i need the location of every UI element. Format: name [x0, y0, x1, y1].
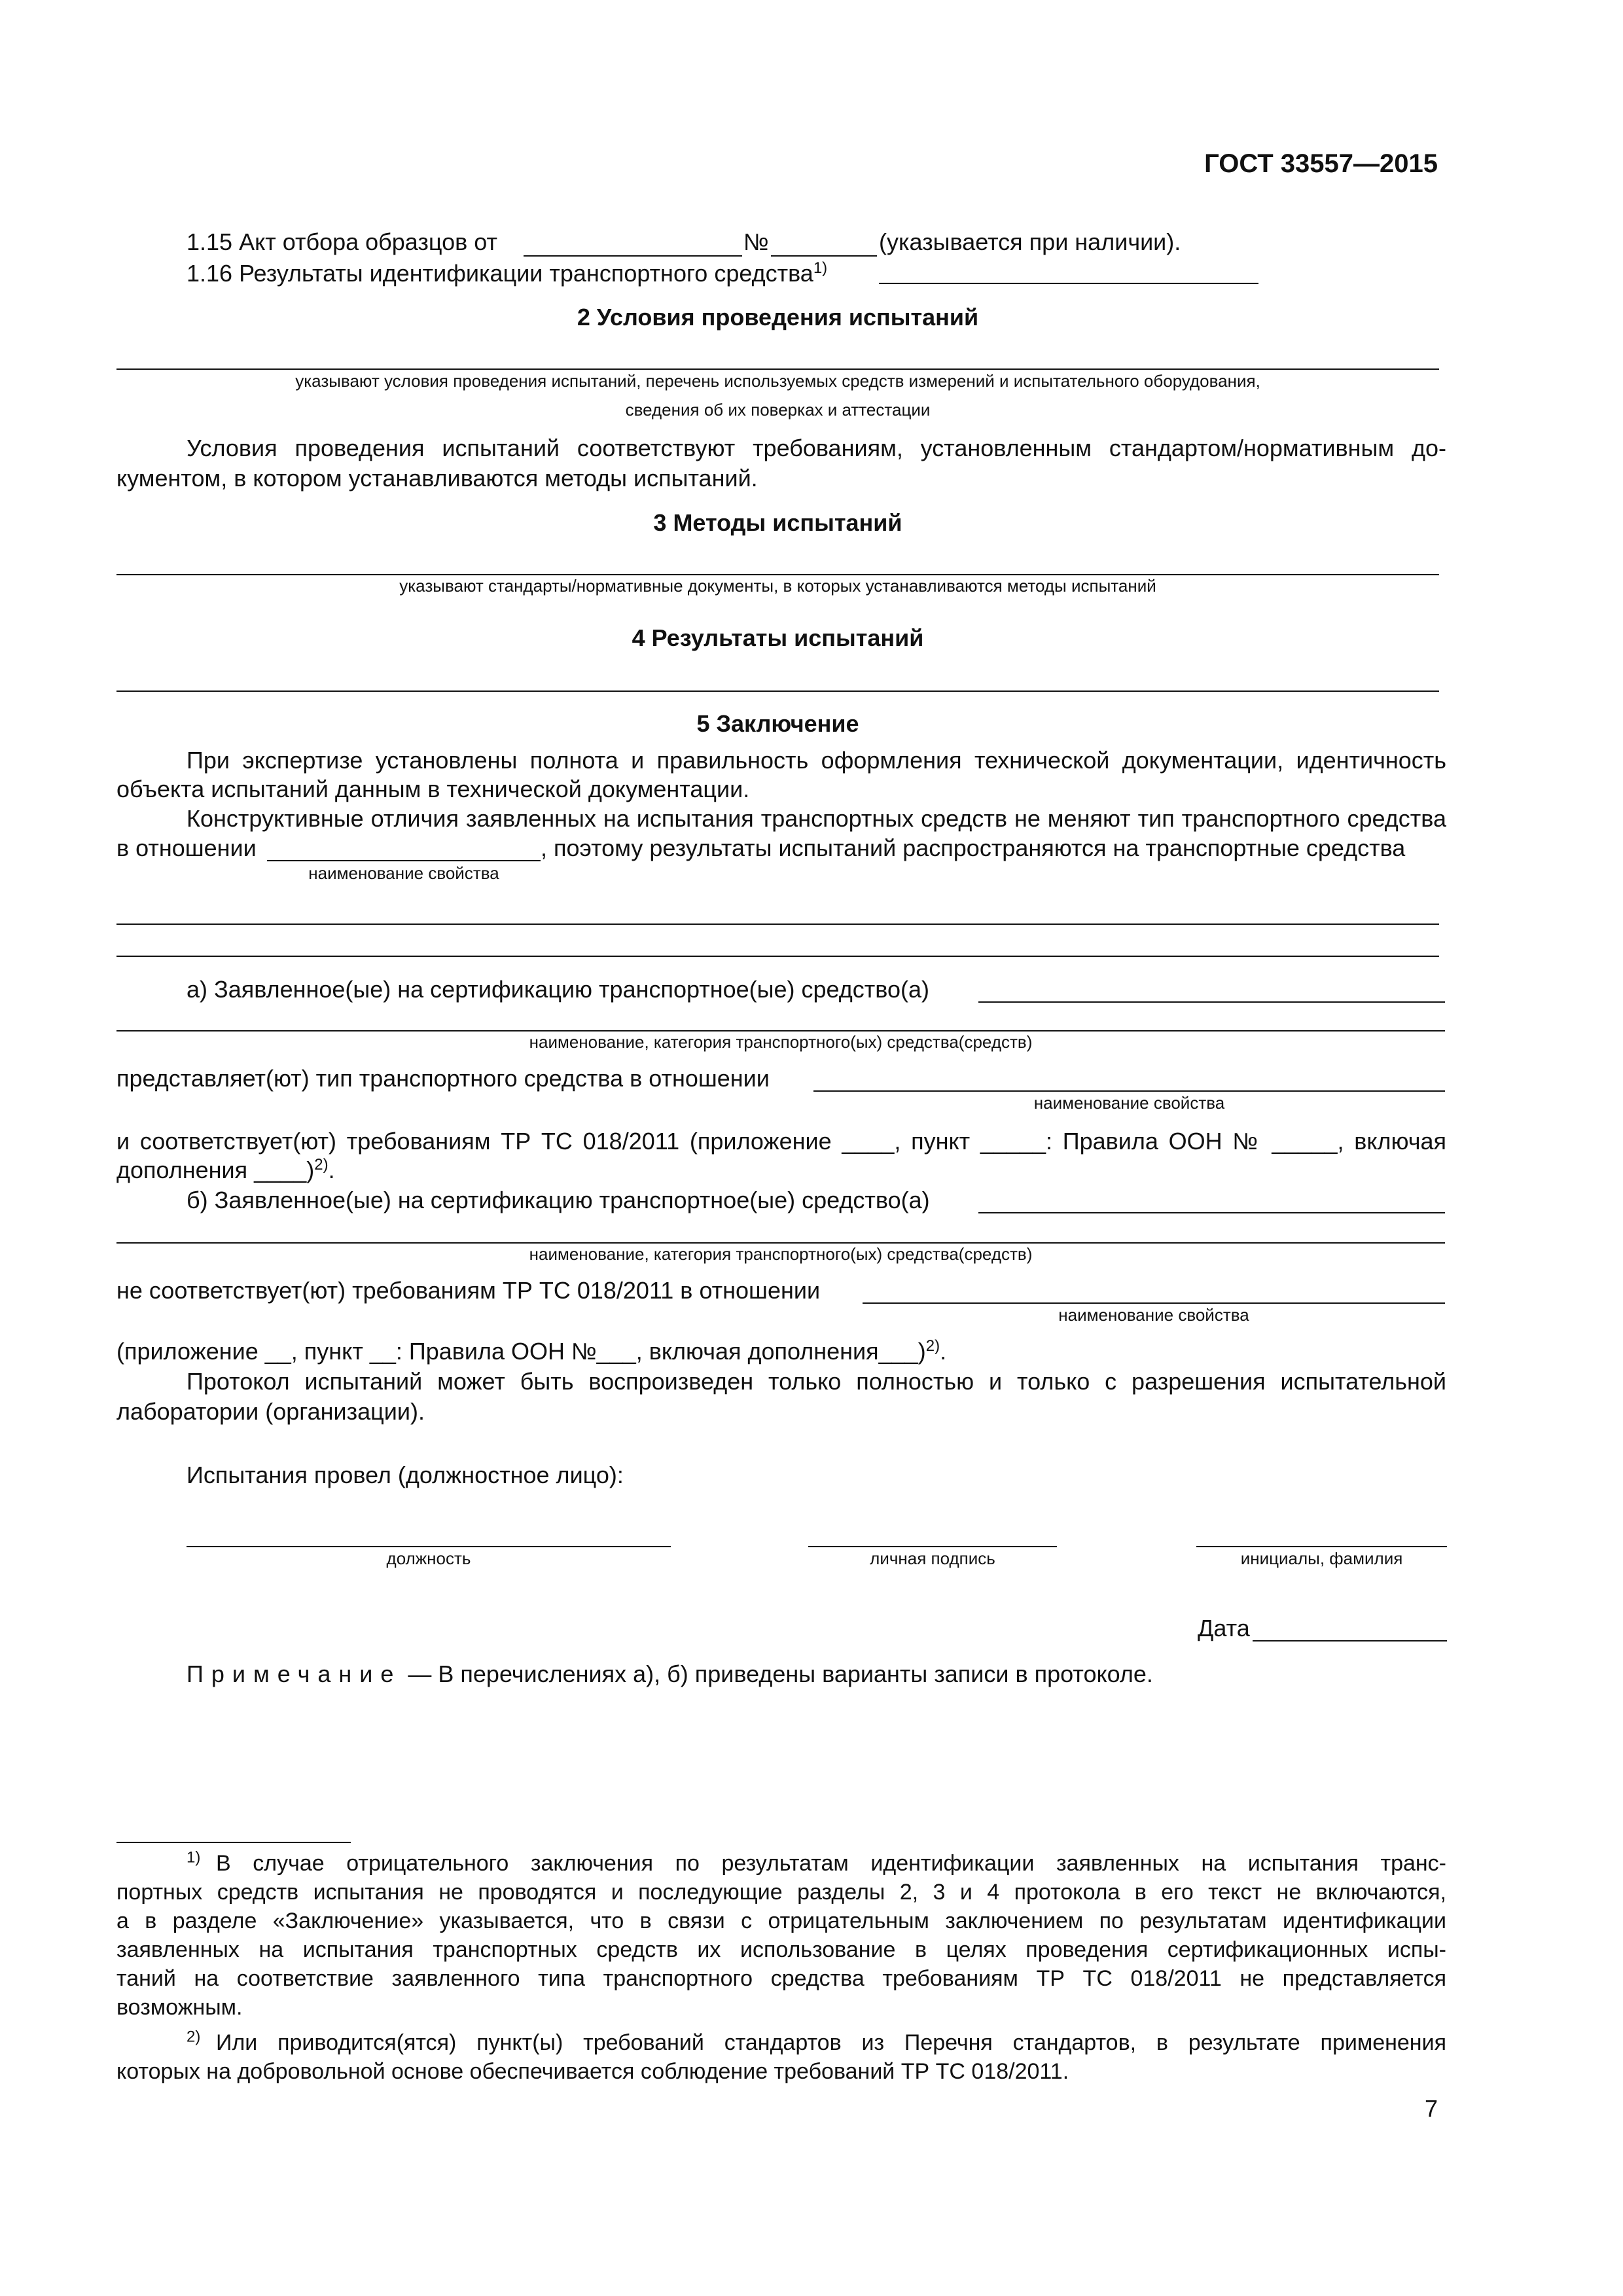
- item-1-15-note: (указывается при наличии).: [879, 228, 1181, 255]
- section-2-paragraph-line2: кументом, в котором устанавливаются методы испытаний.: [116, 465, 758, 492]
- sample-act-number-field[interactable]: [771, 255, 877, 257]
- variant-b-annex: (приложение __, пункт __: Правила ООН №___, включая дополнения___)$^{2)}$.: [116, 1337, 947, 1365]
- signature-caption: личная подпись: [870, 1549, 995, 1568]
- section-2-caption-1: указывают условия проведения испытаний, перечень используемых средств измерений и испытательного оборудования,: [295, 371, 1260, 391]
- conclusion-p2-line1: Конструктивные отличия заявленных на испытания транспортных средств не меняют тип транспортного средства: [187, 805, 1446, 832]
- footnote-1-mark: 1): [187, 1848, 201, 1867]
- identification-result-field[interactable]: [879, 283, 1258, 284]
- section-2-caption-2: сведения об их поверках и аттестации: [625, 400, 931, 420]
- note-text: — В перечислениях а), б) приведены варианты записи в протоколе.: [408, 1660, 1153, 1687]
- number-sign: №: [743, 228, 769, 255]
- variant-a-represents: представляет(ют) тип транспортного средства в отношении: [116, 1065, 770, 1092]
- sample-act-date-field[interactable]: [524, 255, 742, 257]
- footnote-1-line6: возможным.: [116, 1995, 243, 2020]
- tested-by-label: Испытания провел (должностное лицо):: [187, 1462, 624, 1488]
- test-conditions-field[interactable]: [116, 368, 1439, 370]
- footnote-ref-2a: 2): [314, 1156, 329, 1174]
- property-caption-1: наименование свойства: [308, 863, 499, 883]
- date-label: Дата: [1198, 1615, 1250, 1641]
- variant-a-vehicle-field-2[interactable]: [116, 1030, 1445, 1031]
- protocol-note-line1: Протокол испытаний может быть воспроизведен только полностью и только с разрешения испытательной: [187, 1368, 1446, 1395]
- item-1-16-label: 1.16 Результаты идентификации транспортного средства$^{1)}$: [187, 259, 828, 287]
- footnote-1-line3: а в разделе «Заключение» указывается, что в связи с отрицательным заключением по результатам идентификации: [116, 1909, 1446, 1933]
- variant-b-property-field[interactable]: [863, 1302, 1445, 1304]
- section-2-paragraph-line1: Условия проведения испытаний соответствуют требованиям, установленным стандартом/нормативным до-: [187, 435, 1446, 461]
- conclusion-p1-line2: объекта испытаний данным в технической документации.: [116, 776, 750, 802]
- footnote-2-mark: 2): [187, 2028, 201, 2046]
- variant-b-vehicle-field-2[interactable]: [116, 1242, 1445, 1244]
- section-3-caption: указывают стандарты/нормативные документы, в которых устанавливаются методы испытаний: [399, 576, 1156, 596]
- test-methods-field[interactable]: [116, 574, 1439, 575]
- conclusion-p1-line1: При экспертизе установлены полнота и правильность оформления технической документации, идентичность: [187, 747, 1446, 774]
- vehicle-caption-a: наименование, категория транспортного(ых) средства(средств): [529, 1032, 1033, 1052]
- variant-b-vehicle-field[interactable]: [978, 1212, 1445, 1213]
- variant-b-not-conform: не соответствует(ют) требованиям ТР ТС 018/2011 в отношении: [116, 1277, 821, 1304]
- footnote-2-line2: которых на добровольной основе обеспечивается соблюдение требований ТР ТС 018/2011.: [116, 2059, 1069, 2084]
- conclusion-p2-end: , поэтому результаты испытаний распространяются на транспортные средства: [541, 834, 1406, 861]
- footnote-ref-2b: 2): [925, 1337, 940, 1355]
- item-1-15-label: 1.15 Акт отбора образцов от: [187, 228, 497, 255]
- variant-a-property-field[interactable]: [813, 1090, 1445, 1092]
- position-caption: должность: [386, 1549, 471, 1568]
- section-3-title: 3 Методы испытаний: [653, 509, 902, 536]
- section-5-title: 5 Заключение: [696, 710, 859, 737]
- variant-a-vehicle-field[interactable]: [978, 1001, 1445, 1003]
- name-field[interactable]: [1196, 1546, 1447, 1547]
- conclusion-p2-start: в отношении: [116, 834, 257, 861]
- variant-a-conforms-line1: и соответствует(ют) требованиям ТР ТС 018/2011 (приложение ____, пункт _____: Правила ООН № _____, включая: [116, 1128, 1446, 1155]
- property-field-1[interactable]: [267, 860, 541, 861]
- test-results-field[interactable]: [116, 691, 1439, 692]
- section-4-title: 4 Результаты испытаний: [632, 624, 924, 651]
- note: [187, 1660, 1153, 1689]
- property-caption-b: наименование свойства: [1058, 1305, 1249, 1325]
- property-caption-a: наименование свойства: [1033, 1093, 1225, 1113]
- footnote-separator: [116, 1842, 351, 1843]
- variant-a-label: а) Заявленное(ые) на сертификацию транспортное(ые) средство(а): [187, 976, 929, 1003]
- vehicle-list-field-2[interactable]: [116, 956, 1439, 957]
- footnote-ref-1: 1): [813, 259, 828, 277]
- footnote-1-line1: В случае отрицательного заключения по результатам идентификации заявленных на испытания транс-: [216, 1851, 1446, 1876]
- vehicle-caption-b: наименование, категория транспортного(ых) средства(средств): [529, 1244, 1033, 1264]
- page-number: 7: [1424, 2095, 1438, 2122]
- footnote-1-line5: таний на соответствие заявленного типа транспортного средства требованиям ТР ТС 018/2011 не представляется: [116, 1966, 1446, 1991]
- footnote-2-line1: Или приводится(ятся) пункт(ы) требований стандартов из Перечня стандартов, в результате применения: [216, 2030, 1446, 2055]
- variant-a-conforms-line2: дополнения ____)$^{2)}$.: [116, 1156, 335, 1183]
- vehicle-list-field-1[interactable]: [116, 924, 1439, 925]
- name-caption: инициалы, фамилия: [1240, 1549, 1403, 1568]
- variant-b-label: б) Заявленное(ые) на сертификацию транспортное(ые) средство(а): [187, 1187, 930, 1213]
- date-field[interactable]: [1253, 1640, 1447, 1641]
- document-code: ГОСТ 33557—2015: [1204, 149, 1438, 178]
- protocol-note-line2: лаборатории (организации).: [116, 1398, 425, 1425]
- signature-field[interactable]: [808, 1546, 1057, 1547]
- position-field[interactable]: [187, 1546, 671, 1547]
- footnote-1-line2: портных средств испытания не проводятся и последующие разделы 2, 3 и 4 протокола в его текст не включаются,: [116, 1880, 1446, 1905]
- note-label: Примечание: [187, 1660, 402, 1687]
- section-2-title: 2 Условия проведения испытаний: [577, 304, 979, 331]
- footnote-1-line4: заявленных на испытания транспортных средств их использование в целях проведения сертификационных испы-: [116, 1937, 1446, 1962]
